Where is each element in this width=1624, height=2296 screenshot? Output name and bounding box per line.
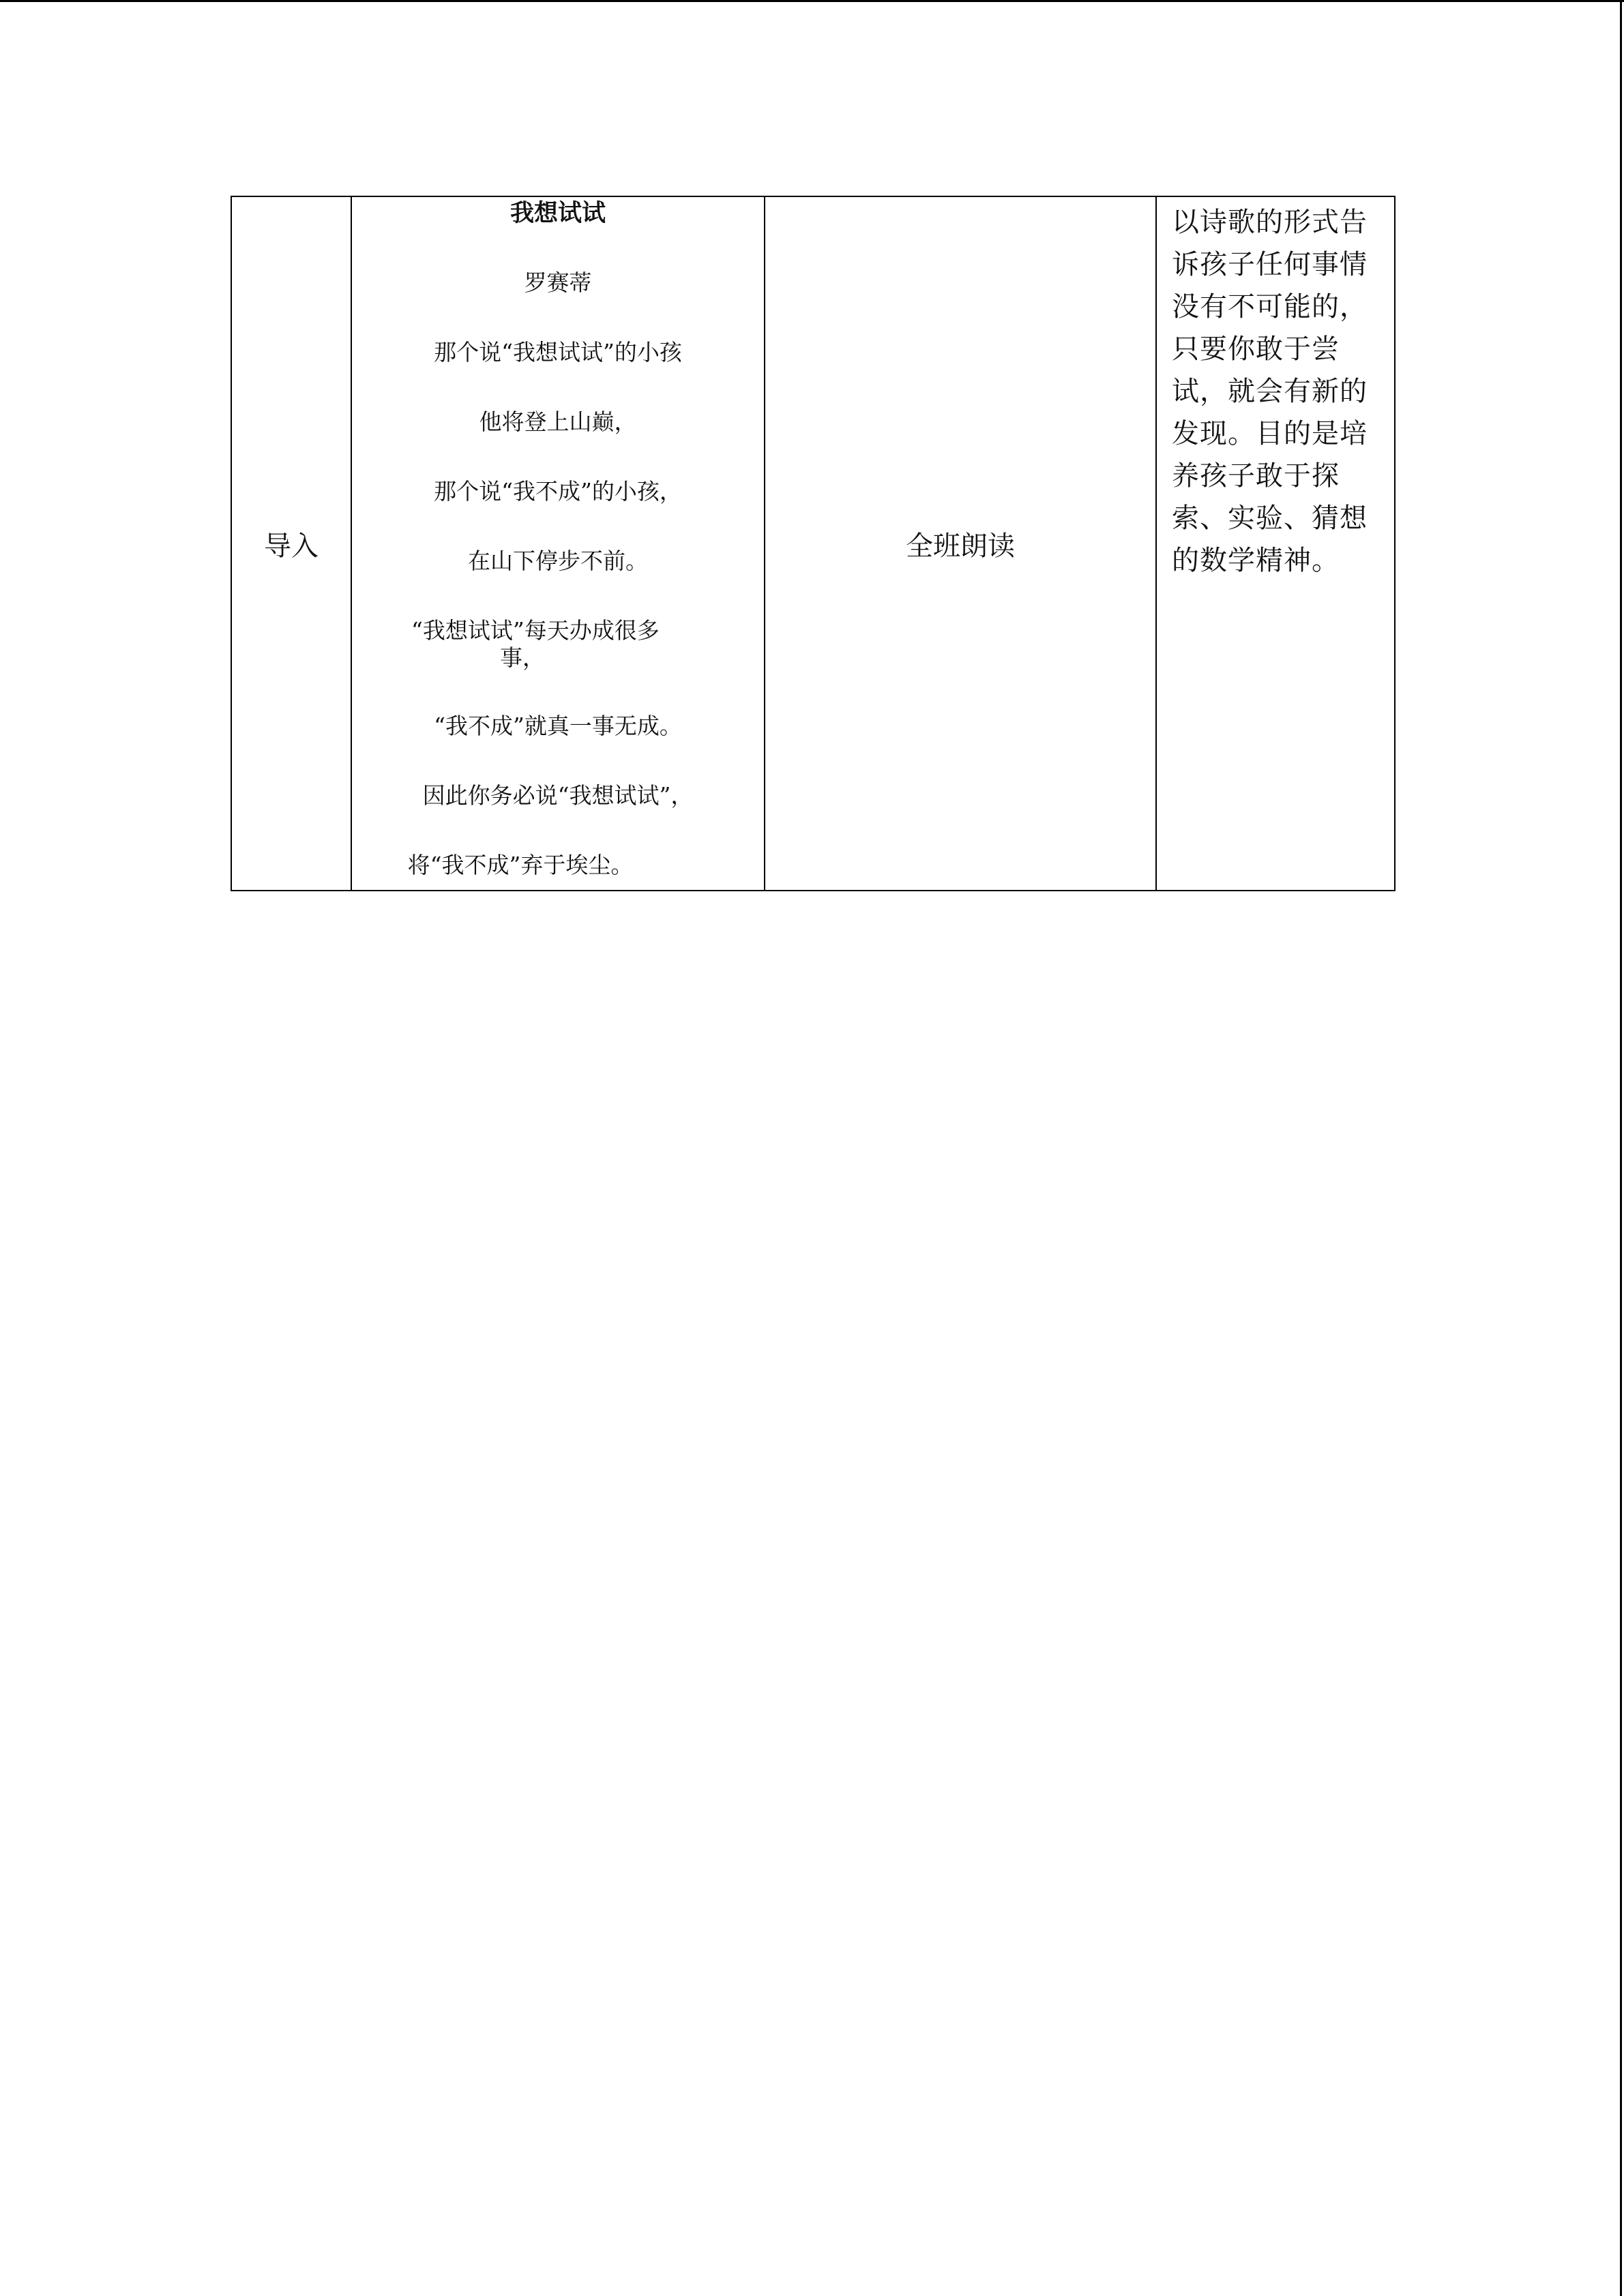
poem-line xyxy=(411,617,705,672)
poem-title: 我想试试 xyxy=(510,199,606,227)
lesson-plan-table xyxy=(231,196,1396,891)
poem-line: 那个说“我不成”的小孩， xyxy=(434,478,682,505)
poem-line-part: 事， xyxy=(500,644,545,671)
activity-cell xyxy=(765,196,1156,891)
purpose-text: 以诗歌的形式告诉孩子任何事情没有不可能的，只要你敢于尝试，就会有新的发现。目的是培养孩子敢于探索、实验、猜想的数学精神。 xyxy=(1172,207,1368,576)
activity-label: 全班朗读 xyxy=(906,530,1015,562)
poem-line: “我不成”就真一事无成。 xyxy=(434,713,682,739)
poem-author: 罗赛蒂 xyxy=(524,269,592,296)
page-right-border xyxy=(1620,0,1622,2296)
poem-line: 那个说“我想试试”的小孩 xyxy=(434,339,682,366)
poem xyxy=(352,197,764,879)
stage-cell xyxy=(231,196,351,891)
stage-label: 导入 xyxy=(264,530,319,562)
poem-line: 将“我不成”弃于埃尘。 xyxy=(407,852,634,878)
poem-line: 因此你务必说“我想试试”， xyxy=(422,782,694,809)
purpose-cell xyxy=(1156,196,1395,891)
poem-cell xyxy=(351,196,765,891)
poem-line: 他将登上山巅， xyxy=(479,408,637,435)
page-top-border xyxy=(0,0,1624,2)
poem-line-part: “我想试试”每天办成很多 xyxy=(411,617,660,644)
table-row xyxy=(231,196,1395,891)
poem-line: 在山下停步不前。 xyxy=(468,548,648,574)
